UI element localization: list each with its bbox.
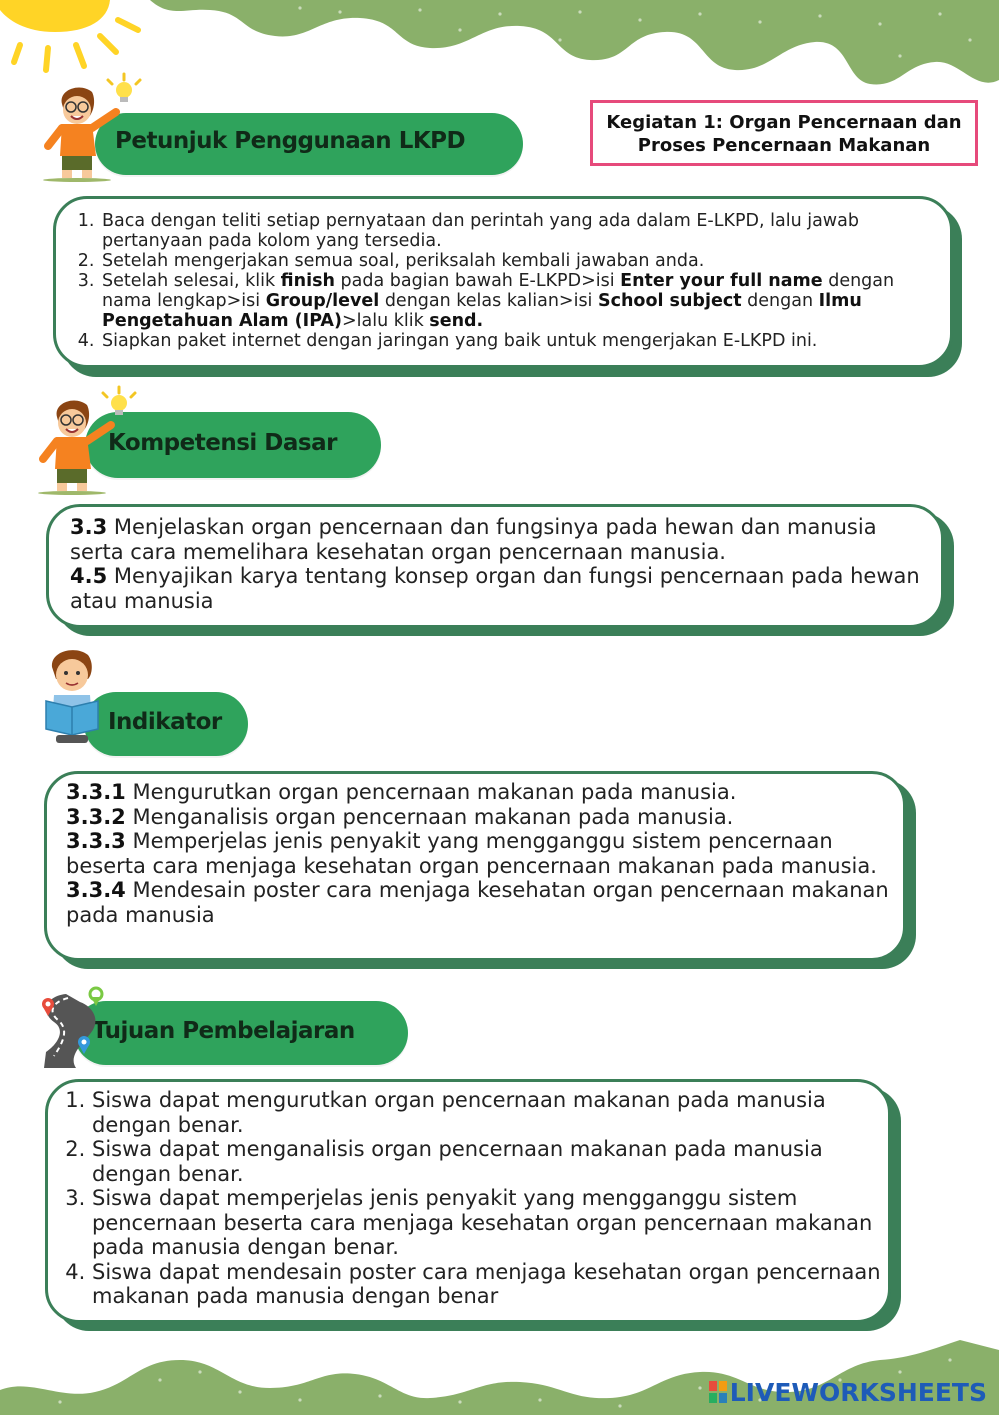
indikator-item-3: 3.3.3 Memperjelas jenis penyakit yang mengganggu sistem pencernaan beserta cara menjaga kesehatan organ pencernaan makanan pada manusia. — [66, 829, 877, 878]
tujuan-item-3: 3. Siswa dapat memperjelas jenis penyakit yang mengganggu sistem pencernaan beserta cara menjaga kesehatan organ pencernaan makanan pada manusia dengan benar. — [92, 1186, 882, 1260]
petunjuk-list — [100, 211, 940, 351]
kegiatan-line2: Proses Pencernaan Makanan — [637, 135, 931, 156]
tujuan-item-1: 1. Siswa dapat mengurutkan organ pencernaan makanan pada manusia dengan benar. — [92, 1088, 882, 1137]
indikator-item-4: 3.3.4 Mendesain poster cara menjaga kesehatan organ pencernaan makanan pada manusia — [66, 878, 889, 927]
kompetensi-item-2: 4.5 Menyajikan karya tentang konsep organ dan fungsi pencernaan pada hewan atau manusia — [70, 564, 920, 613]
kompetensi-title: Kompetensi Dasar — [108, 430, 337, 456]
tujuan-item-2: 2. Siswa dapat menganalisis organ pencernaan makanan pada manusia dengan benar. — [92, 1137, 882, 1186]
liveworksheets-logo-icon — [709, 1380, 727, 1402]
indikator-item-1: 3.3.1 Mengurutkan organ pencernaan makanan pada manusia. — [66, 780, 737, 804]
watermark-text: LIVEWORKSHEETS — [729, 1378, 987, 1407]
petunjuk-item-2: 2. Setelah mengerjakan semua soal, periksalah kembali jawaban anda. — [100, 251, 940, 271]
tujuan-list — [92, 1088, 882, 1309]
road-map-icon — [36, 982, 116, 1070]
petunjuk-item-4: 4. Siapkan paket internet dengan jaringan yang baik untuk mengerjakan E-LKPD ini. — [100, 331, 940, 351]
kegiatan-line1: Kegiatan 1: Organ Pencernaan dan — [606, 112, 962, 133]
kompetensi-text — [70, 515, 930, 613]
tujuan-title: Tujuan Pembelajaran — [92, 1018, 355, 1044]
kegiatan-box — [590, 100, 978, 166]
boy-reading-icon — [42, 645, 112, 745]
indikator-text — [66, 780, 891, 927]
petunjuk-item-1: 1. Baca dengan teliti setiap pernyataan dan perintah yang ada dalam E-LKPD, lalu jawab pertanyaan pada kolom yang tersedia. — [100, 211, 940, 251]
indikator-item-2: 3.3.2 Menganalisis organ pencernaan makanan pada manusia. — [66, 804, 734, 829]
tujuan-item-4: 4. Siswa dapat mendesain poster cara menjaga kesehatan organ pencernaan makanan pada manusia dengan benar — [92, 1260, 882, 1309]
kompetensi-item-1: 3.3 Menjelaskan organ pencernaan dan fungsinya pada hewan dan manusia serta cara memelihara kesehatan organ pencernaan manusia. — [70, 515, 877, 564]
liveworksheets-watermark — [709, 1378, 987, 1407]
petunjuk-item-3: 3. Setelah selesai, klik finish pada bagian bawah E-LKPD>isi Enter your full name dengan nama lengkap>isi Group/level dengan kelas kalian>isi School subject dengan Ilmu Pengetahuan Alam (IPA)>lalu klik send. — [100, 271, 940, 331]
indikator-title: Indikator — [108, 709, 222, 735]
boy-pointing-icon — [40, 72, 150, 182]
boy-pointing-icon — [35, 385, 145, 495]
petunjuk-title: Petunjuk Penggunaan LKPD — [115, 128, 466, 154]
